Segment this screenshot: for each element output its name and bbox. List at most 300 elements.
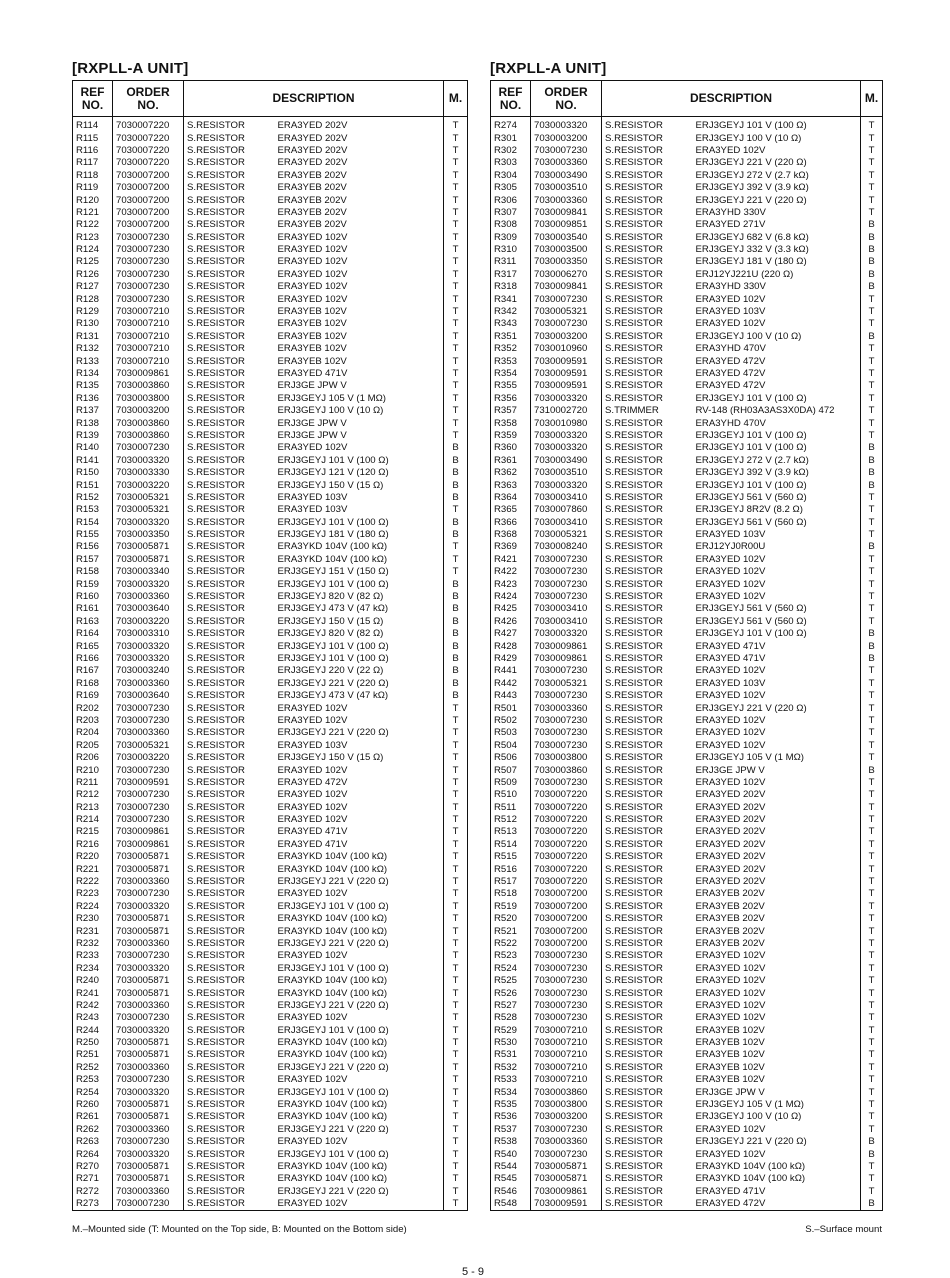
table-row xyxy=(491,541,883,553)
ref-no-cell: R154 xyxy=(73,517,113,529)
table-row xyxy=(73,219,468,231)
ref-no-cell: R138 xyxy=(73,417,113,429)
mounted-side-cell: T xyxy=(444,244,468,256)
part-description-cell: ERA3YEB 102V xyxy=(693,1025,861,1037)
order-no-cell: 7030007230 xyxy=(113,801,184,813)
part-description-cell: ERA3YEB 102V xyxy=(275,331,444,343)
order-no-cell: 7030003360 xyxy=(113,1062,184,1074)
part-description-cell: ERA3YEB 102V xyxy=(275,318,444,330)
part-type-cell: S.RESISTOR xyxy=(187,380,245,392)
part-type-cell: S.RESISTOR xyxy=(187,392,245,404)
part-description-cell: ERA3YEB 202V xyxy=(275,219,444,231)
mounted-side-cell: T xyxy=(861,417,883,429)
mounted-side-cell: T xyxy=(861,430,883,442)
part-type-cell: S.RESISTOR xyxy=(605,801,663,813)
order-no-cell: 7030003490 xyxy=(531,455,602,467)
header-mounted-side: M. xyxy=(861,81,883,117)
order-no-cell: 7030009591 xyxy=(531,1198,602,1211)
part-type-cell: S.RESISTOR xyxy=(605,999,663,1011)
ref-no-cell: R128 xyxy=(73,293,113,305)
mounted-side-cell: T xyxy=(444,1148,468,1160)
order-no-cell: 7030007200 xyxy=(113,194,184,206)
table-row xyxy=(73,640,468,652)
ref-no-cell: R273 xyxy=(73,1198,113,1211)
part-type-cell: S.RESISTOR xyxy=(605,739,663,751)
order-no-cell: 7030005871 xyxy=(113,851,184,863)
order-no-cell: 7030007200 xyxy=(113,170,184,182)
mounted-side-cell: T xyxy=(861,938,883,950)
mounted-side-cell: T xyxy=(861,566,883,578)
ref-no-cell: R251 xyxy=(73,1049,113,1061)
ref-no-cell: R361 xyxy=(491,455,531,467)
mounted-side-cell: T xyxy=(861,293,883,305)
order-no-cell: 7030003320 xyxy=(113,640,184,652)
part-type-cell: S.RESISTOR xyxy=(605,962,663,974)
part-description-cell: ERA3YED 102V xyxy=(275,293,444,305)
part-description-cell: ERJ3GEYJ 561 V (560 Ω) xyxy=(693,517,861,529)
mounted-side-cell: T xyxy=(861,1012,883,1024)
ref-no-cell: R307 xyxy=(491,207,531,219)
table-row xyxy=(491,1186,883,1198)
table-row xyxy=(491,1025,883,1037)
parts-table-header xyxy=(73,81,468,117)
part-description-cell: ERA3YED 202V xyxy=(275,145,444,157)
table-row xyxy=(73,925,468,937)
ref-no-cell: R504 xyxy=(491,740,531,752)
order-no-cell: 7030003320 xyxy=(531,442,602,454)
ref-no-cell: R244 xyxy=(73,1025,113,1037)
mounted-side-cell: T xyxy=(444,764,468,776)
order-no-cell: 7030005871 xyxy=(113,925,184,937)
ref-no-cell: R233 xyxy=(73,950,113,962)
table-row xyxy=(491,740,883,752)
table-row xyxy=(491,145,883,157)
part-type-cell: S.RESISTOR xyxy=(187,1173,245,1185)
part-type-cell: S.RESISTOR xyxy=(605,702,663,714)
ref-no-cell: R302 xyxy=(491,145,531,157)
part-type-cell: S.RESISTOR xyxy=(187,789,245,801)
part-type-cell: S.RESISTOR xyxy=(605,1123,663,1135)
table-row xyxy=(491,950,883,962)
part-description-cell: ERJ3GEYJ 181 V (180 Ω) xyxy=(693,256,861,268)
part-type-cell: S.RESISTOR xyxy=(605,975,663,987)
part-description-cell: ERA3YEB 202V xyxy=(275,182,444,194)
ref-no-cell: R523 xyxy=(491,950,531,962)
table-row xyxy=(73,702,468,714)
table-row xyxy=(491,1099,883,1111)
order-no-cell: 7030007230 xyxy=(113,950,184,962)
mounted-side-cell: B xyxy=(444,616,468,628)
order-no-cell: 7030003510 xyxy=(531,467,602,479)
table-row xyxy=(73,442,468,454)
mounted-side-cell: T xyxy=(444,727,468,739)
part-description-cell: ERA3YKD 104V (100 kΩ) xyxy=(275,1161,444,1173)
table-row xyxy=(491,888,883,900)
part-type-cell: S.RESISTOR xyxy=(605,504,663,516)
ref-no-cell: R545 xyxy=(491,1173,531,1185)
mounted-side-cell: T xyxy=(444,826,468,838)
part-type-cell: S.RESISTOR xyxy=(187,727,245,739)
part-type-cell: S.RESISTOR xyxy=(187,1037,245,1049)
part-description-cell: ERA3YED 102V xyxy=(693,591,861,603)
part-description-cell: ERJ3GEYJ 221 V (220 Ω) xyxy=(275,678,444,690)
part-description-cell: ERA3YEB 202V xyxy=(275,194,444,206)
ref-no-cell: R365 xyxy=(491,504,531,516)
mounted-side-cell: T xyxy=(861,616,883,628)
ref-no-cell: R362 xyxy=(491,467,531,479)
part-type-cell: S.RESISTOR xyxy=(605,851,663,863)
part-type-cell: S.RESISTOR xyxy=(187,677,245,689)
mounted-side-cell: B xyxy=(444,628,468,640)
mounted-side-cell: B xyxy=(444,678,468,690)
table-row xyxy=(491,764,883,776)
mounted-side-cell: T xyxy=(444,368,468,380)
mounted-side-cell: B xyxy=(861,640,883,652)
mounted-side-cell: T xyxy=(861,975,883,987)
table-row xyxy=(491,987,883,999)
order-no-cell: 7030003320 xyxy=(113,1086,184,1098)
part-description-cell: ERJ3GE JPW V xyxy=(275,430,444,442)
ref-no-cell: R129 xyxy=(73,306,113,318)
order-no-cell: 7030003860 xyxy=(113,430,184,442)
mounted-side-cell: T xyxy=(444,504,468,516)
part-description-cell: ERA3YED 102V xyxy=(693,715,861,727)
part-type-cell: S.RESISTOR xyxy=(605,888,663,900)
ref-no-cell: R537 xyxy=(491,1124,531,1136)
order-no-cell: 7030007230 xyxy=(113,764,184,776)
order-no-cell: 7030007230 xyxy=(531,975,602,987)
table-row xyxy=(73,876,468,888)
table-row xyxy=(491,603,883,615)
ref-no-cell: R311 xyxy=(491,256,531,268)
ref-no-cell: R272 xyxy=(73,1186,113,1198)
table-row xyxy=(491,863,883,875)
part-description-cell: ERA3YEB 102V xyxy=(693,1049,861,1061)
part-description-cell: ERA3YED 102V xyxy=(275,269,444,281)
table-row xyxy=(491,1074,883,1086)
part-type-cell: S.RESISTOR xyxy=(187,1061,245,1073)
table-row xyxy=(491,256,883,268)
part-type-cell: S.RESISTOR xyxy=(187,157,245,169)
ref-no-cell: R425 xyxy=(491,603,531,615)
ref-no-cell: R306 xyxy=(491,194,531,206)
part-type-cell: S.RESISTOR xyxy=(187,950,245,962)
ref-no-cell: R429 xyxy=(491,653,531,665)
part-type-cell: S.RESISTOR xyxy=(605,541,663,553)
ref-no-cell: R546 xyxy=(491,1186,531,1198)
table-row xyxy=(73,132,468,144)
ref-no-cell: R120 xyxy=(73,194,113,206)
order-no-cell: 7030007230 xyxy=(531,318,602,330)
part-type-cell: S.RESISTOR xyxy=(605,1024,663,1036)
order-no-cell: 7030003220 xyxy=(113,616,184,628)
order-no-cell: 7030003640 xyxy=(113,690,184,702)
part-type-cell: S.RESISTOR xyxy=(187,801,245,813)
part-type-cell: S.RESISTOR xyxy=(187,368,245,379)
ref-no-cell: R513 xyxy=(491,826,531,838)
order-no-cell: 7030007230 xyxy=(531,1148,602,1160)
header-description: DESCRIPTION xyxy=(184,81,444,117)
part-description-cell: ERA3YKD 104V (100 kΩ) xyxy=(275,1049,444,1061)
table-row xyxy=(73,318,468,330)
table-row xyxy=(491,405,883,417)
order-no-cell: 7030007230 xyxy=(113,442,184,454)
table-row xyxy=(73,801,468,813)
ref-no-cell: R528 xyxy=(491,1012,531,1024)
table-row xyxy=(491,628,883,640)
table-row xyxy=(73,975,468,987)
part-type-cell: S.RESISTOR xyxy=(605,1099,663,1111)
mounted-side-cell: T xyxy=(861,492,883,504)
ref-no-cell: R301 xyxy=(491,132,531,144)
part-description-cell: ERA3YKD 104V (100 kΩ) xyxy=(693,1173,861,1185)
mounted-side-cell: T xyxy=(444,777,468,789)
order-no-cell: 7030009861 xyxy=(531,1186,602,1198)
order-no-cell: 7030003640 xyxy=(113,603,184,615)
part-type-cell: S.RESISTOR xyxy=(605,529,663,541)
mounted-side-cell: T xyxy=(861,963,883,975)
order-no-cell: 7030003330 xyxy=(113,467,184,479)
ref-no-cell: R216 xyxy=(73,839,113,851)
table-row xyxy=(491,851,883,863)
ref-no-cell: R158 xyxy=(73,566,113,578)
table-row xyxy=(491,938,883,950)
part-type-cell: S.RESISTOR xyxy=(605,244,663,256)
table-row xyxy=(73,1099,468,1111)
order-no-cell: 7030003860 xyxy=(113,417,184,429)
ref-no-cell: R507 xyxy=(491,764,531,776)
ref-no-cell: R509 xyxy=(491,777,531,789)
mounted-side-cell: T xyxy=(861,504,883,516)
part-type-cell: S.RESISTOR xyxy=(187,1074,245,1086)
parts-table-right xyxy=(490,80,883,1211)
table-row xyxy=(491,517,883,529)
order-no-cell: 7030007200 xyxy=(113,182,184,194)
ref-no-cell: R369 xyxy=(491,541,531,553)
part-description-cell: ERJ3GEYJ 101 V (100 Ω) xyxy=(275,901,444,913)
ref-no-cell: R116 xyxy=(73,145,113,157)
mounted-side-cell: T xyxy=(444,232,468,244)
ref-no-cell: R535 xyxy=(491,1099,531,1111)
mounted-side-cell: B xyxy=(861,219,883,231)
mounted-side-cell: T xyxy=(444,207,468,219)
table-row xyxy=(73,1148,468,1160)
part-type-cell: S.RESISTOR xyxy=(187,194,245,206)
order-no-cell: 7030005321 xyxy=(531,306,602,318)
part-type-cell: S.RESISTOR xyxy=(187,281,245,293)
part-description-cell: ERA3YEB 102V xyxy=(693,1074,861,1086)
order-no-cell: 7030007200 xyxy=(113,219,184,231)
part-description-cell: ERA3YED 471V xyxy=(693,1186,861,1198)
mounted-side-cell: T xyxy=(444,554,468,566)
table-row xyxy=(73,578,468,590)
order-no-cell: 7030005321 xyxy=(113,740,184,752)
part-description-cell: ERA3YED 102V xyxy=(693,578,861,590)
order-no-cell: 7030007200 xyxy=(531,938,602,950)
mounted-side-cell: T xyxy=(861,405,883,417)
ref-no-cell: R530 xyxy=(491,1037,531,1049)
part-type-cell: S.RESISTOR xyxy=(187,628,245,640)
mounted-side-cell: T xyxy=(444,132,468,144)
part-type-cell: S.RESISTOR xyxy=(187,591,245,603)
mounted-side-cell: T xyxy=(861,789,883,801)
ref-no-cell: R210 xyxy=(73,764,113,776)
ref-no-cell: R366 xyxy=(491,517,531,529)
mounted-side-cell: T xyxy=(444,281,468,293)
order-no-cell: 7030007220 xyxy=(531,826,602,838)
ref-no-cell: R305 xyxy=(491,182,531,194)
ref-no-cell: R221 xyxy=(73,863,113,875)
mounted-side-cell: T xyxy=(861,1186,883,1198)
part-description-cell: ERJ3GEYJ 332 V (3.3 kΩ) xyxy=(693,244,861,256)
mounted-side-cell: T xyxy=(444,913,468,925)
part-description-cell: ERA3YED 102V xyxy=(275,232,444,244)
part-type-cell: S.RESISTOR xyxy=(605,516,663,528)
part-description-cell: ERA3YED 102V xyxy=(693,1012,861,1024)
ref-no-cell: R360 xyxy=(491,442,531,454)
part-type-cell: S.RESISTOR xyxy=(605,268,663,280)
table-row xyxy=(73,1086,468,1098)
table-row xyxy=(73,1111,468,1123)
order-no-cell: 7030003220 xyxy=(113,479,184,491)
ref-no-cell: R271 xyxy=(73,1173,113,1185)
order-no-cell: 7030007230 xyxy=(531,1012,602,1024)
table-row xyxy=(73,1124,468,1136)
mounted-side-cell: T xyxy=(861,925,883,937)
part-description-cell: ERA3YED 102V xyxy=(693,975,861,987)
mounted-side-cell: B xyxy=(861,244,883,256)
ref-no-cell: R423 xyxy=(491,578,531,590)
order-no-cell: 7030007230 xyxy=(113,232,184,244)
order-no-cell: 7030007230 xyxy=(531,715,602,727)
table-row xyxy=(73,117,468,133)
order-no-cell: 7030003320 xyxy=(113,1025,184,1037)
mounted-side-cell: B xyxy=(861,653,883,665)
order-no-cell: 7030007220 xyxy=(113,145,184,157)
part-type-cell: S.RESISTOR xyxy=(187,479,245,491)
table-row xyxy=(73,455,468,467)
part-type-cell: S.RESISTOR xyxy=(605,1136,663,1148)
part-description-cell: ERJ3GEYJ 221 V (220 Ω) xyxy=(275,727,444,739)
part-type-cell: S.RESISTOR xyxy=(187,244,245,256)
mounted-side-cell: B xyxy=(861,628,883,640)
part-description-cell: ERJ3GEYJ 392 V (3.9 kΩ) xyxy=(693,182,861,194)
order-no-cell: 7030007210 xyxy=(113,343,184,355)
table-row xyxy=(73,244,468,256)
ref-no-cell: R204 xyxy=(73,727,113,739)
mounted-side-cell: T xyxy=(861,839,883,851)
mounted-side-cell: T xyxy=(861,343,883,355)
mounted-side-cell: B xyxy=(444,517,468,529)
order-no-cell: 7030009861 xyxy=(531,640,602,652)
table-row xyxy=(73,430,468,442)
table-row xyxy=(491,355,883,367)
part-description-cell: ERA3YED 103V xyxy=(693,529,861,541)
table-row xyxy=(491,554,883,566)
ref-no-cell: R136 xyxy=(73,393,113,405)
table-row xyxy=(73,950,468,962)
part-type-cell: S.RESISTOR xyxy=(187,355,245,367)
ref-no-cell: R310 xyxy=(491,244,531,256)
table-row xyxy=(491,1173,883,1185)
part-description-cell: ERJ3GEYJ 820 V (82 Ω) xyxy=(275,628,444,640)
part-description-cell: ERA3YED 102V xyxy=(275,442,444,454)
part-description-cell: ERA3YED 202V xyxy=(693,839,861,851)
order-no-cell: 7030005871 xyxy=(113,554,184,566)
part-description-cell: ERA3YED 102V xyxy=(275,1198,444,1211)
part-type-cell: S.RESISTOR xyxy=(187,429,245,441)
ref-no-cell: R231 xyxy=(73,925,113,937)
ref-no-cell: R232 xyxy=(73,938,113,950)
mounted-side-cell: T xyxy=(444,157,468,169)
order-no-cell: 7030010980 xyxy=(531,417,602,429)
ref-no-cell: R525 xyxy=(491,975,531,987)
ref-no-cell: R317 xyxy=(491,269,531,281)
part-type-cell: S.RESISTOR xyxy=(605,318,663,330)
mounted-side-cell: T xyxy=(444,194,468,206)
part-type-cell: S.RESISTOR xyxy=(605,925,663,937)
order-no-cell: 7030007210 xyxy=(113,318,184,330)
table-row xyxy=(73,987,468,999)
mounted-side-cell: T xyxy=(444,975,468,987)
order-no-cell: 7030007230 xyxy=(531,987,602,999)
part-type-cell: S.RESISTOR xyxy=(187,702,245,714)
part-description-cell: ERA3YEB 202V xyxy=(693,938,861,950)
mounted-side-cell: T xyxy=(861,678,883,690)
part-description-cell: ERA3YED 102V xyxy=(275,244,444,256)
order-no-cell: 7030007230 xyxy=(531,566,602,578)
mounted-side-cell: T xyxy=(861,355,883,367)
mounted-side-footnote: M.–Mounted side (T: Mounted on the Top side, B: Mounted on the Bottom side) xyxy=(72,1224,407,1235)
ref-no-cell: R354 xyxy=(491,368,531,380)
mounted-side-cell: T xyxy=(861,1062,883,1074)
mounted-side-cell: B xyxy=(861,764,883,776)
mounted-side-cell: T xyxy=(444,1025,468,1037)
mounted-side-cell: T xyxy=(444,1012,468,1024)
part-type-cell: S.RESISTOR xyxy=(605,591,663,603)
ref-no-cell: R213 xyxy=(73,801,113,813)
order-no-cell: 7030007230 xyxy=(531,777,602,789)
part-type-cell: S.RESISTOR xyxy=(187,206,245,218)
ref-no-cell: R125 xyxy=(73,256,113,268)
table-row xyxy=(73,740,468,752)
part-type-cell: S.RESISTOR xyxy=(605,219,663,231)
table-row xyxy=(73,814,468,826)
part-type-cell: S.RESISTOR xyxy=(605,132,663,144)
ref-no-cell: R359 xyxy=(491,430,531,442)
part-description-cell: ERA3YHD 470V xyxy=(693,417,861,429)
part-type-cell: S.RESISTOR xyxy=(605,479,663,491)
ref-no-cell: R234 xyxy=(73,963,113,975)
order-no-cell: 7030003360 xyxy=(113,938,184,950)
table-row xyxy=(73,467,468,479)
ref-no-cell: R544 xyxy=(491,1161,531,1173)
order-no-cell: 7030005871 xyxy=(531,1173,602,1185)
part-type-cell: S.RESISTOR xyxy=(187,1198,245,1210)
ref-no-cell: R424 xyxy=(491,591,531,603)
part-type-cell: S.RESISTOR xyxy=(605,169,663,181)
order-no-cell: 7030003410 xyxy=(531,616,602,628)
table-row xyxy=(491,665,883,677)
table-row xyxy=(73,157,468,169)
mounted-side-cell: B xyxy=(444,603,468,615)
table-row xyxy=(491,467,883,479)
order-no-cell: 7030003540 xyxy=(531,232,602,244)
part-type-cell: S.RESISTOR xyxy=(605,1012,663,1024)
ref-no-cell: R538 xyxy=(491,1136,531,1148)
ref-no-cell: R202 xyxy=(73,702,113,714)
part-description-cell: ERA3YED 102V xyxy=(275,256,444,268)
